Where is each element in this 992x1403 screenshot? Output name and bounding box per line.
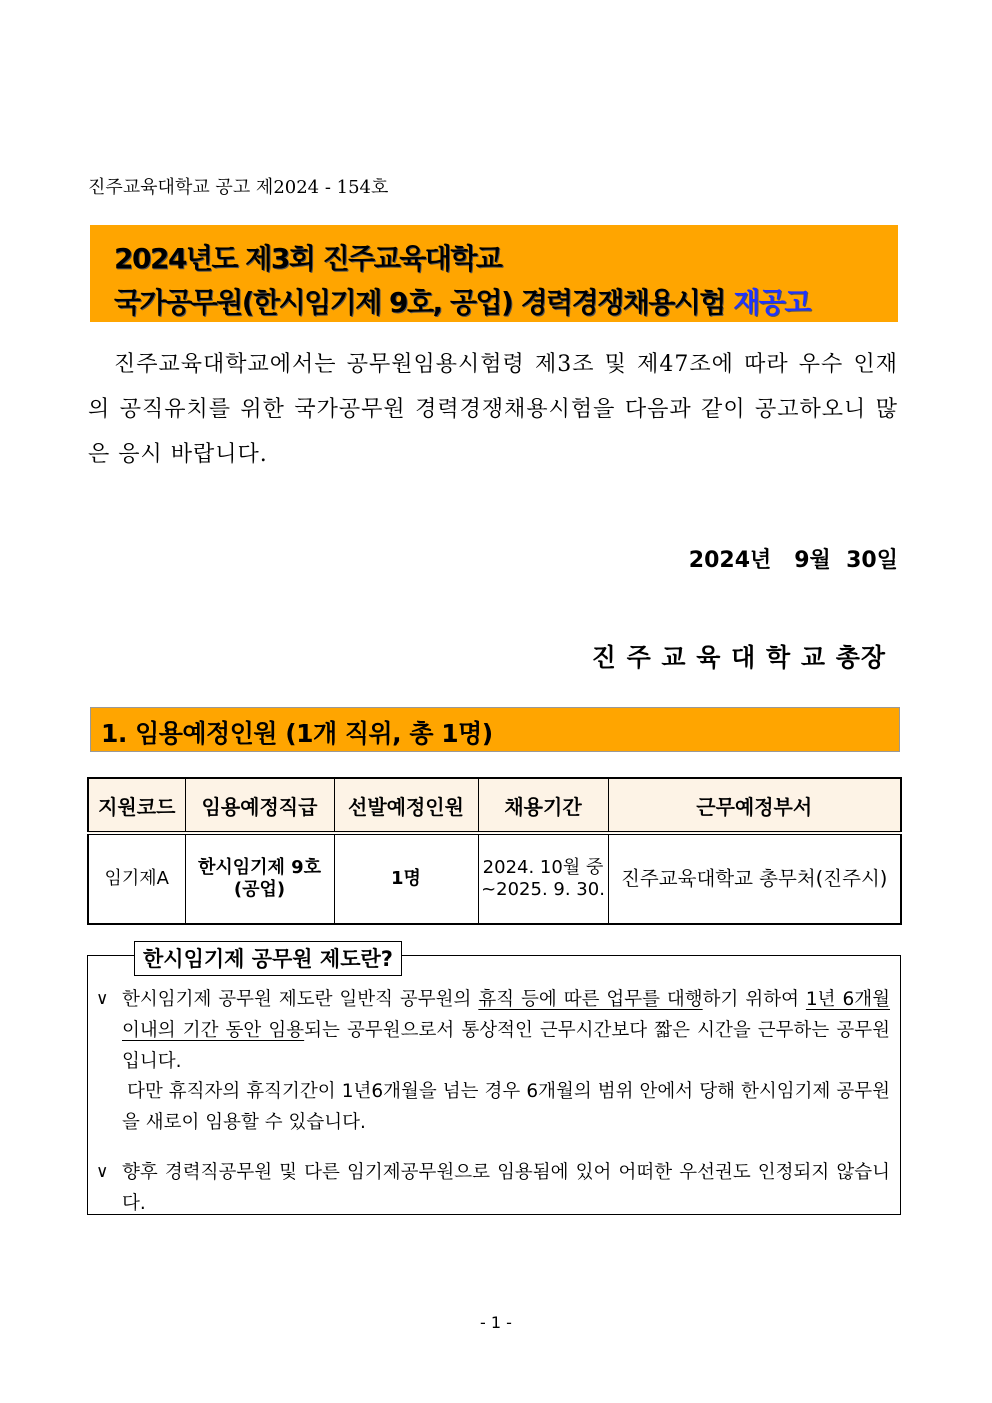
bullet-icon: ∨ (96, 989, 109, 1009)
section-1-heading (90, 707, 900, 752)
col-header-code: 지원코드 (88, 778, 185, 833)
info-box-label: 한시임기제 공무원 제도란? (134, 941, 402, 976)
title-banner (90, 225, 898, 322)
col-header-grade: 임용예정직급 (185, 778, 334, 833)
table-row (88, 833, 901, 924)
info-p1-underlined-a: 휴직 등에 따른 업무를 대행 (478, 989, 703, 1010)
info-paragraph-1 (122, 984, 890, 1077)
info-p1-underlined-b: 1년 6개월 이내의 기간 동안 임용 (122, 989, 890, 1041)
col-header-count: 선발예정인원 (334, 778, 478, 833)
page-number: - 1 - (480, 1313, 512, 1332)
table-header-row (88, 778, 901, 833)
bullet-icon: ∨ (96, 1162, 109, 1182)
positions-table (87, 777, 902, 925)
info-paragraph-2: 다만 휴직자의 휴직기간이 1년6개월을 넘는 경우 6개월의 범위 안에서 당해 한시임기제 공무원을 새로이 임용할 수 있습니다. (122, 1081, 890, 1133)
cell-period (478, 833, 608, 924)
cell-grade-line-1: 한시임기제 9호 (197, 857, 322, 878)
intro-paragraph: 진주교육대학교에서는 공무원임용시험령 제3조 및 제47조에 따라 우수 인재의 공직유치를 위한 국가공무원 경력경쟁채용시험을 다음과 같이 공고하오니 많은 응시 바랍니다. (88, 352, 898, 467)
col-header-period: 채용기간 (478, 778, 608, 833)
info-p1-text-c: 되는 공무원으로서 통상적인 근무시간보다 짧은 시간을 근무하는 공무원입니다. (122, 1020, 890, 1072)
cell-code: 임기제A (88, 833, 185, 924)
col-header-department: 근무예정부서 (608, 778, 901, 833)
cell-period-line-1: 2024. 10월 중 (482, 857, 604, 878)
title-line-1: 2024년도 제3회 진주교육대학교 (114, 242, 502, 275)
notice-number: 진주교육대학교 공고 제2024 - 154호 (88, 177, 389, 198)
cell-grade (185, 833, 334, 924)
title-line-2 (114, 281, 810, 321)
section-1-heading-text: 1. 임용예정인원 (1개 직위, 총 1명) (101, 719, 493, 748)
info-p1-text-a: 한시임기제 공무원 제도란 일반직 공무원의 (122, 989, 479, 1010)
cell-period-line-2: ~2025. 9. 30. (481, 879, 605, 900)
cell-count: 1명 (334, 833, 478, 924)
title-main: 국가공무원(한시임기제 9호, 공업) 경력경쟁채용시험 (114, 286, 734, 319)
info-p1-text-b: 하기 위하여 (702, 989, 806, 1010)
cell-department: 진주교육대학교 총무처(진주시) (608, 833, 901, 924)
info-paragraph-3: 향후 경력직공무원 및 다른 임기제공무원으로 임용됨에 있어 어떠한 우선권도 인정되지 않습니다. (122, 1162, 890, 1214)
cell-grade-line-2: (공업) (233, 879, 286, 900)
announcement-date: 2024년 9월 30일 (688, 548, 898, 573)
info-box (87, 955, 901, 1215)
signer: 진 주 교 육 대 학 교 총장 (591, 643, 886, 672)
title-accent-reannouncement: 재공고 (733, 286, 810, 319)
